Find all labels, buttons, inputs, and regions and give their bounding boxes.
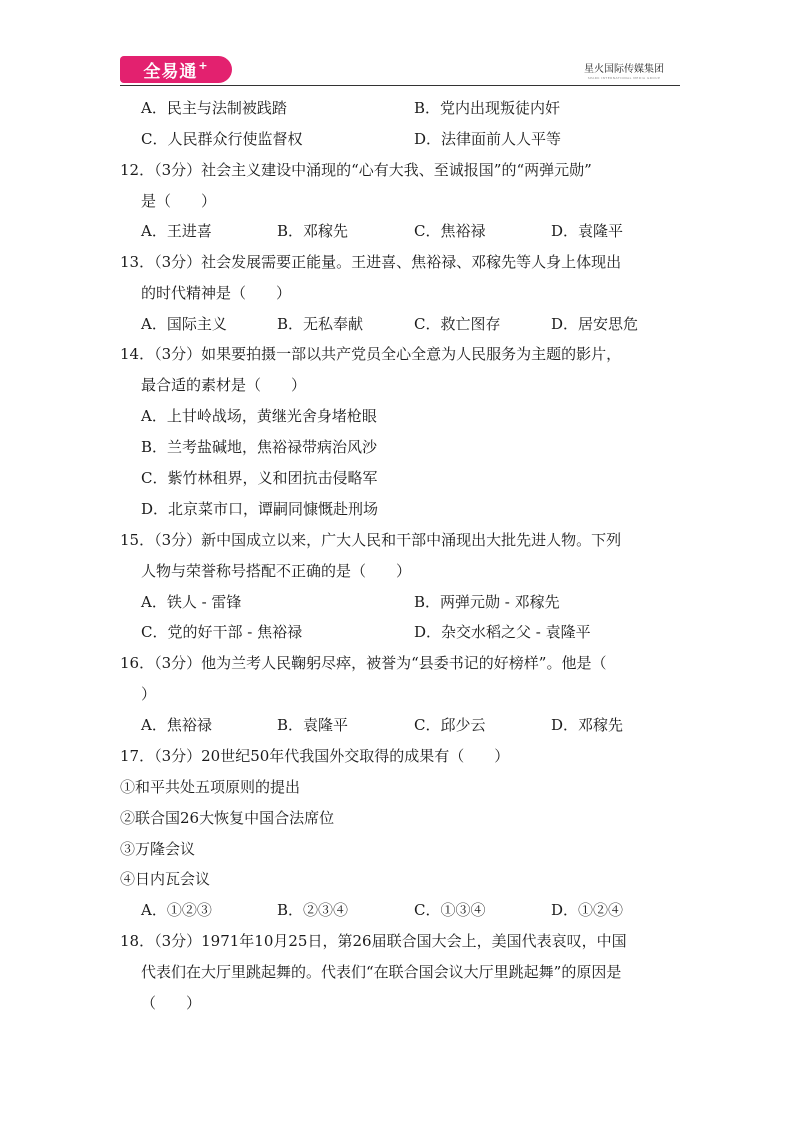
logo-text: 全易通 [143, 62, 198, 82]
q12-option-d: D．袁隆平 [551, 222, 624, 240]
q13-stem-line1: 13．（3分）社会发展需要正能量。王进喜、焦裕禄、邓稼先等人身上体现出 [120, 253, 622, 271]
q12-option-c: C．焦裕禄 [414, 222, 486, 240]
q17-stem-line1: 17．（3分）20世纪50年代我国外交取得的成果有（ ） [120, 747, 510, 765]
header-rule [120, 85, 680, 86]
q14-option-d: D．北京菜市口，谭嗣同慷慨赴刑场 [141, 500, 379, 518]
publisher-title: 星火国际传媒集团 [584, 64, 664, 75]
q16-option-c: C．邱少云 [414, 716, 486, 734]
q17-item-4: ④日内瓦会议 [120, 870, 211, 888]
q17-item-2: ②联合国26大恢复中国合法席位 [120, 809, 335, 827]
q17-option-c: C．①③④ [414, 901, 486, 919]
q13-option-a: A．国际主义 [141, 315, 227, 333]
q13-stem-line2: 的时代精神是（ ） [141, 284, 292, 302]
q12-stem-line2: 是（ ） [141, 192, 217, 210]
q17-option-a: A．①②③ [141, 901, 212, 919]
q12-option-b: B．邓稼先 [277, 222, 349, 240]
q17-option-b: B．②③④ [277, 901, 349, 919]
q13-option-d: D．居安思危 [551, 315, 639, 333]
q18-stem-line2: 代表们在大厅里跳起舞的。代表们“在联合国会议大厅里跳起舞”的原因是 [141, 963, 622, 981]
q14-option-c: C．紫竹林租界，义和团抗击侵略军 [141, 469, 378, 487]
q13-option-b: B．无私奉献 [277, 315, 364, 333]
q14-option-b: B．兰考盐碱地，焦裕禄带病治风沙 [141, 438, 378, 456]
q18-stem-line3: （ ） [141, 994, 202, 1012]
brand-logo [120, 56, 232, 83]
q16-stem-line1: 16．（3分）他为兰考人民鞠躬尽瘁，被誉为“县委书记的好榜样”。他是（ [120, 654, 607, 672]
q12-stem-line1: 12．（3分）社会主义建设中涌现的“心有大我、至诚报国”的“两弹元勋” [120, 161, 592, 179]
q11-option-b: B．党内出现叛徒内奸 [414, 99, 561, 117]
q15-option-a: A．铁人 - 雷锋 [141, 593, 242, 611]
q11-option-a: A．民主与法制被践踏 [141, 99, 287, 117]
q13-option-c: C．救亡图存 [414, 315, 501, 333]
q17-item-1: ①和平共处五项原则的提出 [120, 778, 301, 796]
q16-stem-line2: ） [141, 685, 157, 703]
q16-option-d: D．邓稼先 [551, 716, 624, 734]
q17-item-3: ③万隆会议 [120, 840, 196, 858]
q14-stem-line2: 最合适的素材是（ ） [141, 376, 307, 394]
q15-option-d: D．杂交水稻之父 - 袁隆平 [414, 623, 591, 641]
q15-option-b: B．两弹元勋 - 邓稼先 [414, 593, 560, 611]
q15-option-c: C．党的好干部 - 焦裕禄 [141, 623, 303, 641]
page-header [0, 0, 800, 90]
publisher-subtitle: SPARK INTERNATIONAL MEDIA GROUP [587, 76, 661, 80]
q15-stem-line2: 人物与荣誉称号搭配不正确的是（ ） [141, 562, 412, 580]
q11-option-c: C．人民群众行使监督权 [141, 130, 303, 148]
q11-option-d: D．法律面前人人平等 [414, 130, 562, 148]
q15-stem-line1: 15．（3分）新中国成立以来，广大人民和干部中涌现出大批先进人物。下列 [120, 531, 622, 549]
logo-plus: + [198, 59, 209, 72]
q18-stem-line1: 18．（3分）1971年10月25日，第26届联合国大会上，美国代表哀叹，中国 [120, 932, 627, 950]
q16-option-a: A．焦裕禄 [141, 716, 212, 734]
q14-stem-line1: 14．（3分）如果要拍摄一部以共产党员全心全意为人民服务为主题的影片， [120, 345, 622, 363]
q12-option-a: A．王进喜 [141, 222, 212, 240]
q17-option-d: D．①②④ [551, 901, 624, 919]
publisher-name [584, 60, 664, 80]
q14-option-a: A．上甘岭战场，黄继光舍身堵枪眼 [141, 407, 377, 425]
q16-option-b: B．袁隆平 [277, 716, 349, 734]
